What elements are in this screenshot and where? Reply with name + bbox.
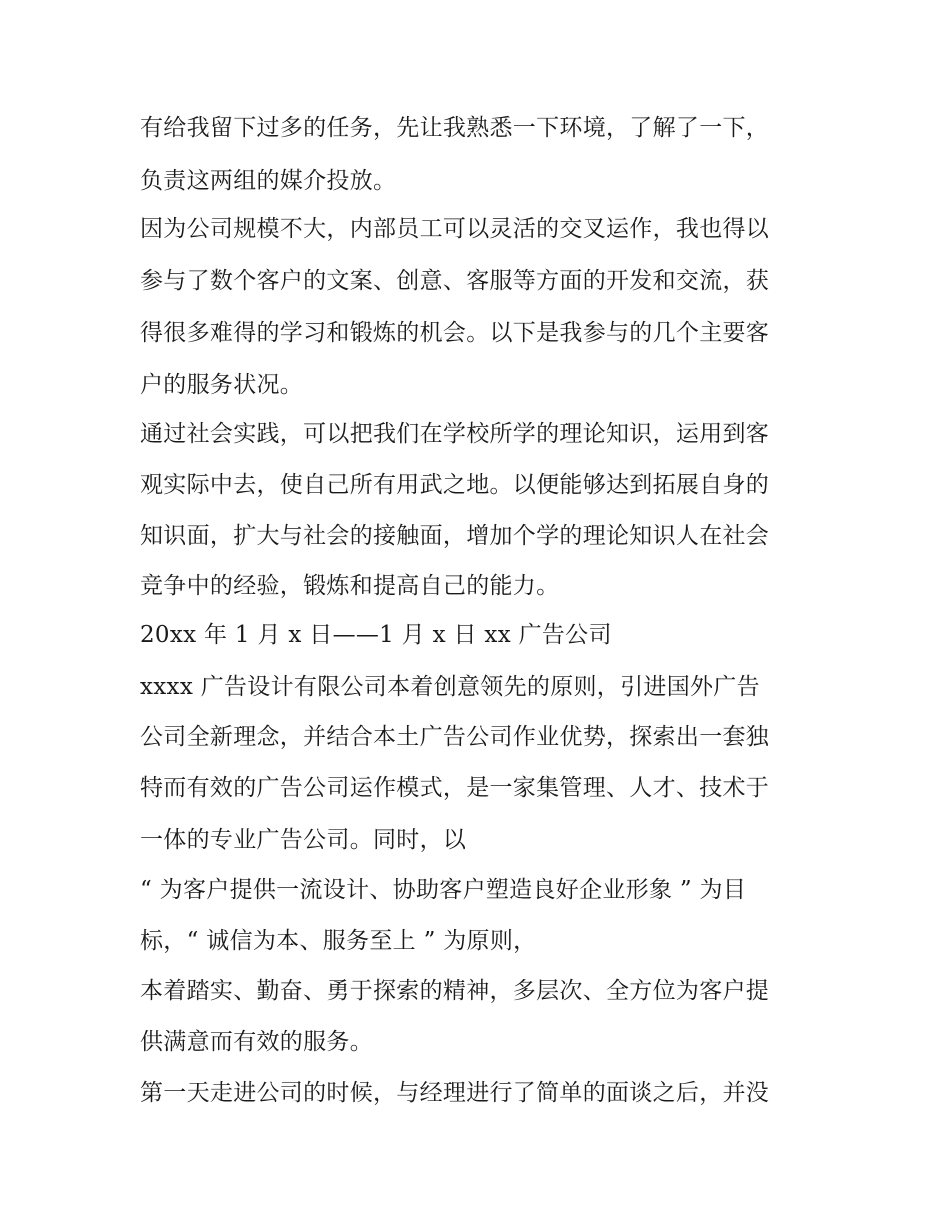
text-line: 户的服务状况。	[140, 372, 304, 398]
text-line: “ 为客户提供一流设计、协助客户塑造良好企业形象 ” 为目	[140, 877, 747, 903]
text-line: 供满意而有效的服务。	[140, 1029, 373, 1055]
text-line: 负责这两组的媒介投放。	[140, 168, 397, 194]
text-line: 第一天走进公司的时候，与经理进行了简单的面谈之后，并没	[140, 1080, 770, 1106]
text-line: 公司全新理念，并结合本土广告公司作业优势，探索出一套独	[140, 724, 770, 750]
text-line: 观实际中去，使自己所有用武之地。以便能够达到拓展自身的	[140, 472, 770, 498]
text-line: 参与了数个客户的文案、创意、客服等方面的开发和交流，获	[140, 268, 770, 294]
text-line: 一体的专业广告公司。同时，以	[140, 827, 467, 853]
text-line: 通过社会实践，可以把我们在学校所学的理论知识，运用到客	[140, 421, 770, 447]
text-line: 特而有效的广告公司运作模式，是一家集管理、人才、技术于	[140, 775, 770, 801]
text-line: 20xx 年 1 月 x 日——1 月 x 日 xx 广告公司	[140, 622, 612, 648]
text-line: xxxx 广告设计有限公司本着创意领先的原则，引进国外广告	[140, 674, 760, 700]
text-line: 竞争中的经验，锻炼和提高自己的能力。	[140, 573, 560, 599]
text-line: 本着踏实、勤奋、勇于探索的精神，多层次、全方位为客户提	[140, 978, 770, 1004]
text-line: 知识面，扩大与社会的接触面，增加个学的理论知识人在社会	[140, 523, 770, 549]
text-line: 标，“ 诚信为本、服务至上 ” 为原则，	[140, 928, 537, 954]
text-line: 有给我留下过多的任务，先让我熟悉一下环境，了解了一下，	[140, 115, 770, 141]
text-line: 因为公司规模不大，内部员工可以灵活的交叉运作，我也得以	[140, 216, 770, 242]
text-line: 得很多难得的学习和锻炼的机会。以下是我参与的几个主要客	[140, 320, 770, 346]
